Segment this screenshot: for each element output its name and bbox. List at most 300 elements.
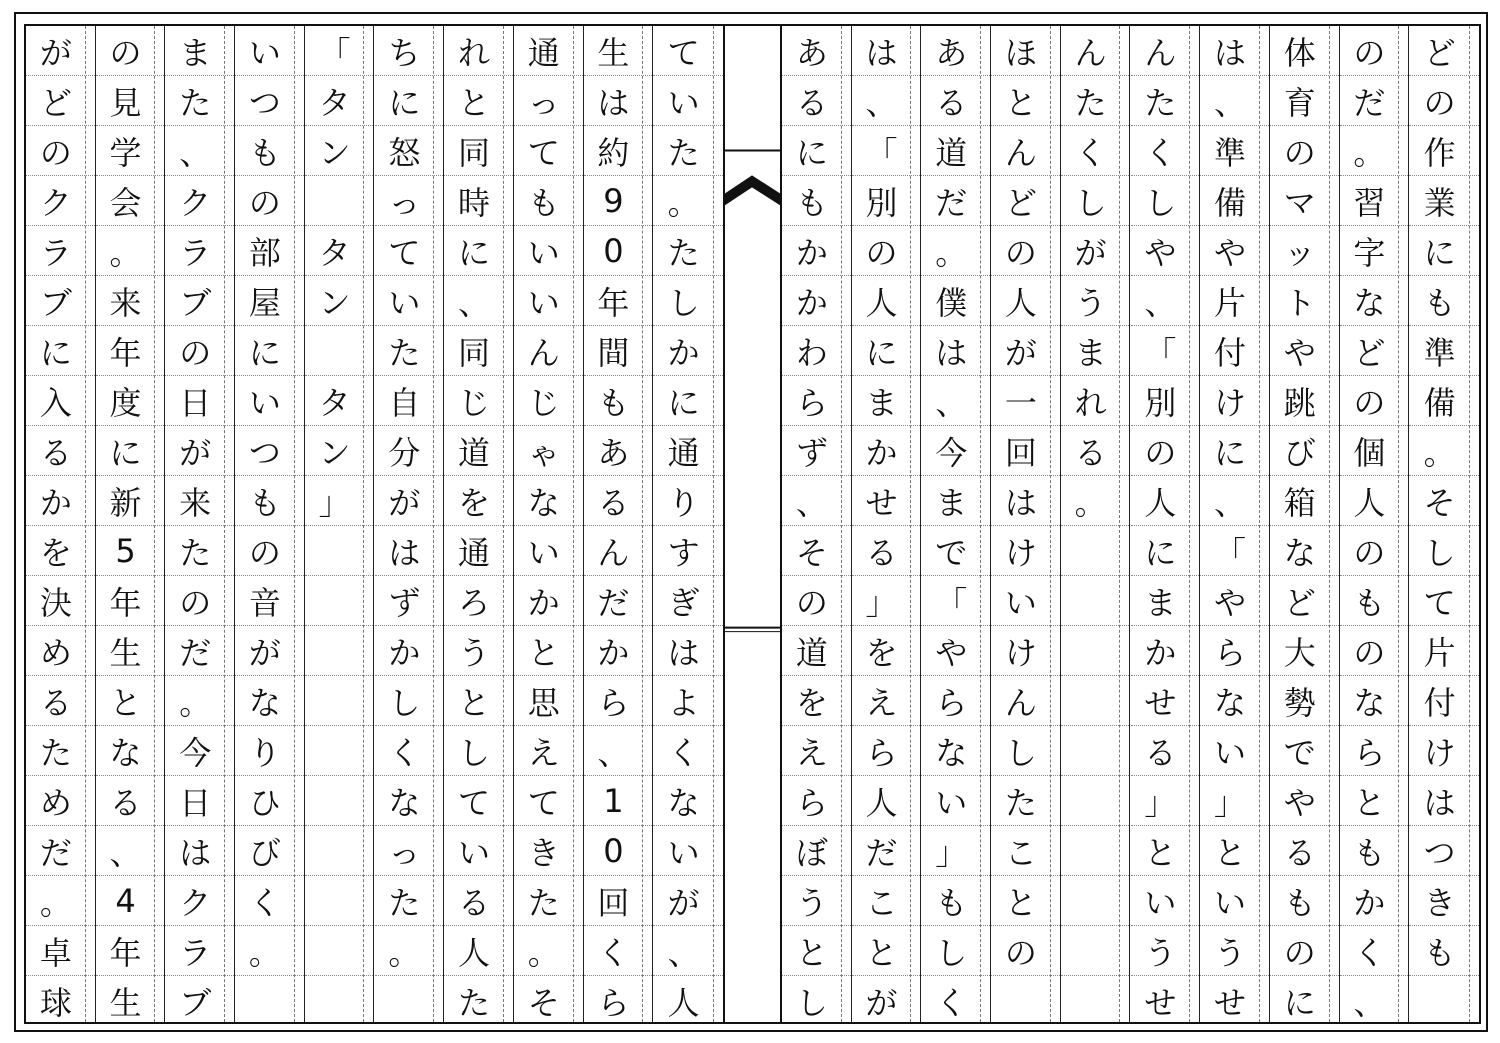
grid-cell [1061, 276, 1130, 326]
grid-cell [375, 426, 444, 476]
grid-cell [26, 426, 95, 476]
grid-cell [305, 526, 374, 576]
grid-cell [653, 126, 723, 176]
manuscript-character: る [795, 83, 828, 122]
grid-cell [26, 476, 95, 526]
manuscript-character: 「 [865, 133, 898, 172]
grid-cell [375, 776, 444, 826]
manuscript-character: 学 [109, 133, 142, 172]
grid-cell [653, 276, 723, 326]
grid-cell [444, 326, 513, 376]
manuscript-character: ろ [458, 583, 491, 622]
grid-cell [1061, 526, 1130, 576]
grid-cell [514, 526, 583, 576]
manuscript-character: 備 [1423, 383, 1456, 422]
grid-cell [1270, 676, 1339, 726]
grid-cell [165, 226, 234, 276]
grid-cell [444, 776, 513, 826]
manuscript-character: 跳 [1283, 383, 1316, 422]
left-page-column [165, 26, 235, 1022]
grid-cell [653, 676, 723, 726]
manuscript-character: っ [527, 83, 560, 122]
grid-cell [26, 76, 95, 126]
grid-cell [1270, 276, 1339, 326]
grid-cell [1340, 26, 1409, 76]
manuscript-character: 今 [935, 433, 968, 472]
manuscript-character: 人 [458, 933, 491, 972]
manuscript-character: の [1353, 33, 1386, 72]
grid-cell [514, 126, 583, 176]
manuscript-character: た [1004, 783, 1037, 822]
grid-cell [1131, 376, 1200, 426]
grid-cell [444, 76, 513, 126]
grid-cell [26, 976, 95, 1024]
grid-cell [1409, 226, 1479, 276]
grid-cell [782, 626, 851, 676]
manuscript-character: と [1004, 883, 1037, 922]
grid-cell [852, 526, 921, 576]
manuscript-character: 分 [388, 433, 421, 472]
grid-cell [375, 876, 444, 926]
manuscript-character: 年 [109, 333, 142, 372]
manuscript-character: の [109, 33, 142, 72]
manuscript-character: や [1214, 583, 1247, 622]
grid-cell [653, 426, 723, 476]
manuscript-character: る [1283, 833, 1316, 872]
manuscript-character: 0 [603, 831, 624, 870]
grid-cell [782, 126, 851, 176]
manuscript-character: に [667, 383, 700, 422]
manuscript-character: つ [1423, 833, 1456, 872]
grid-cell [444, 126, 513, 176]
grid-cell [305, 276, 374, 326]
manuscript-character: 自 [388, 383, 421, 422]
grid-cell [991, 626, 1060, 676]
grid-cell [1409, 476, 1479, 526]
grid-cell [26, 326, 95, 376]
grid-cell [584, 676, 653, 726]
manuscript-character: 。 [248, 933, 281, 972]
grid-cell [782, 526, 851, 576]
manuscript-character: は [1214, 33, 1247, 72]
manuscript-character: だ [179, 633, 212, 672]
manuscript-character: か [1353, 883, 1386, 922]
grid-cell [514, 876, 583, 926]
grid-cell [375, 926, 444, 976]
manuscript-character: 人 [865, 783, 898, 822]
grid-cell [165, 976, 234, 1024]
grid-cell [852, 326, 921, 376]
manuscript-character: そ [1423, 483, 1456, 522]
grid-cell [305, 676, 374, 726]
grid-cell [305, 476, 374, 526]
manuscript-character: 部 [248, 233, 281, 272]
grid-cell [653, 976, 723, 1024]
grid-cell [1340, 476, 1409, 526]
grid-cell [782, 326, 851, 376]
grid-cell [1061, 326, 1130, 376]
manuscript-character: 、 [1214, 483, 1247, 522]
manuscript-character: た [39, 733, 72, 772]
grid-cell [1409, 176, 1479, 226]
grid-cell [235, 626, 304, 676]
grid-cell [514, 76, 583, 126]
manuscript-character: な [935, 733, 968, 772]
grid-cell [1131, 876, 1200, 926]
manuscript-character: い [667, 833, 700, 872]
grid-cell [1340, 376, 1409, 426]
manuscript-character: ト [1283, 283, 1316, 322]
grid-cell [375, 126, 444, 176]
right-page-column [1340, 26, 1410, 1022]
manuscript-character: も [1423, 283, 1456, 322]
manuscript-character: っ [388, 833, 421, 872]
grid-cell [514, 226, 583, 276]
grid-cell [782, 476, 851, 526]
grid-cell [921, 126, 990, 176]
manuscript-character: 入 [39, 383, 72, 422]
grid-cell [444, 226, 513, 276]
manuscript-character: 怒 [388, 133, 421, 172]
manuscript-character: れ [1074, 383, 1107, 422]
grid-cell [782, 826, 851, 876]
manuscript-character: 通 [527, 33, 560, 72]
manuscript-character: や [1144, 233, 1177, 272]
grid-cell [1131, 776, 1200, 826]
manuscript-character: も [527, 183, 560, 222]
grid-cell [165, 626, 234, 676]
manuscript-character: 同 [458, 133, 491, 172]
spine-ornament-icon [725, 26, 780, 1022]
grid-cell [375, 976, 444, 1024]
grid-cell [921, 726, 990, 776]
manuscript-character: 大 [1283, 633, 1316, 672]
manuscript-character: る [1074, 433, 1107, 472]
grid-cell [852, 926, 921, 976]
grid-cell [1270, 226, 1339, 276]
manuscript-character: に [1144, 533, 1177, 572]
grid-cell [1200, 376, 1269, 426]
manuscript-character: め [39, 783, 72, 822]
manuscript-character: ん [1074, 33, 1107, 72]
grid-cell [1131, 126, 1200, 176]
manuscript-character: 、 [935, 383, 968, 422]
grid-cell [1409, 726, 1479, 776]
manuscript-character: ん [1004, 133, 1037, 172]
manuscript-character: と [527, 633, 560, 672]
manuscript-character: 。 [39, 883, 72, 922]
grid-cell [1200, 826, 1269, 876]
manuscript-character: 業 [1423, 183, 1456, 222]
manuscript-sheet [14, 12, 1488, 1032]
grid-cell [1270, 926, 1339, 976]
grid-cell [305, 426, 374, 476]
grid-cell [96, 676, 165, 726]
grid-cell [305, 176, 374, 226]
grid-cell [305, 126, 374, 176]
grid-cell [852, 726, 921, 776]
manuscript-character: 字 [1353, 233, 1386, 272]
manuscript-character: 、 [597, 733, 630, 772]
grid-cell [991, 576, 1060, 626]
grid-cell [584, 826, 653, 876]
grid-cell [1409, 326, 1479, 376]
manuscript-character: だ [865, 833, 898, 872]
manuscript-character: ま [865, 383, 898, 422]
manuscript-character: あ [597, 433, 630, 472]
manuscript-character: 、 [1144, 283, 1177, 322]
manuscript-character: も [1353, 583, 1386, 622]
grid-cell [26, 676, 95, 726]
grid-cell [1270, 776, 1339, 826]
grid-cell [305, 76, 374, 126]
manuscript-character: 同 [458, 333, 491, 372]
grid-cell [1061, 726, 1130, 776]
manuscript-character: 「 [318, 33, 351, 72]
manuscript-character: く [388, 733, 421, 772]
grid-cell [1200, 726, 1269, 776]
manuscript-character: の [1353, 633, 1386, 672]
manuscript-character: 決 [39, 583, 72, 622]
manuscript-character: た [179, 83, 212, 122]
manuscript-character: 作 [1423, 133, 1456, 172]
manuscript-character: せ [865, 483, 898, 522]
grid-cell [1061, 776, 1130, 826]
manuscript-character: マ [1283, 183, 1316, 222]
grid-cell [921, 526, 990, 576]
manuscript-character: 。 [935, 233, 968, 272]
manuscript-character: な [1353, 283, 1386, 322]
grid-cell [921, 826, 990, 876]
manuscript-character: ン [318, 283, 351, 322]
grid-cell [235, 676, 304, 726]
grid-cell [991, 376, 1060, 426]
manuscript-character: る [865, 533, 898, 572]
manuscript-character: を [39, 533, 72, 572]
manuscript-character: ま [179, 33, 212, 72]
grid-cell [852, 76, 921, 126]
grid-cell [1131, 276, 1200, 326]
grid-cell [235, 576, 304, 626]
grid-cell [96, 26, 165, 76]
grid-cell [921, 276, 990, 326]
grid-cell [444, 476, 513, 526]
grid-cell [1131, 526, 1200, 576]
manuscript-character: く [667, 733, 700, 772]
manuscript-character: 生 [109, 633, 142, 672]
manuscript-character: れ [458, 33, 491, 72]
grid-cell [514, 976, 583, 1024]
manuscript-character: ど [1283, 583, 1316, 622]
grid-cell [1340, 426, 1409, 476]
grid-cell [1200, 176, 1269, 226]
manuscript-character: 4 [115, 881, 136, 920]
manuscript-character: か [597, 633, 630, 672]
manuscript-character: じ [527, 383, 560, 422]
manuscript-character: タ [318, 83, 351, 122]
manuscript-character: に [39, 333, 72, 372]
manuscript-character: し [1144, 183, 1177, 222]
manuscript-character: ゃ [527, 433, 560, 472]
manuscript-character: に [248, 333, 281, 372]
manuscript-character: し [1074, 183, 1107, 222]
grid-cell [26, 276, 95, 326]
manuscript-character: 思 [527, 683, 560, 722]
grid-cell [782, 26, 851, 76]
grid-cell [991, 776, 1060, 826]
grid-cell [584, 626, 653, 676]
manuscript-character: ほ [1004, 33, 1037, 72]
grid-cell [96, 176, 165, 226]
manuscript-character: 付 [1214, 333, 1247, 372]
grid-cell [1340, 726, 1409, 776]
grid-cell [444, 426, 513, 476]
grid-cell [1270, 176, 1339, 226]
manuscript-character: 道 [458, 433, 491, 472]
manuscript-character: の [1283, 933, 1316, 972]
manuscript-character: い [527, 283, 560, 322]
manuscript-character: 5 [115, 531, 136, 570]
manuscript-character: 会 [109, 183, 142, 222]
grid-cell [96, 76, 165, 126]
grid-cell [96, 626, 165, 676]
manuscript-character: の [179, 333, 212, 372]
manuscript-character: を [458, 483, 491, 522]
grid-cell [653, 626, 723, 676]
grid-cell [1131, 426, 1200, 476]
manuscript-character: ッ [1283, 233, 1316, 272]
manuscript-character: と [865, 933, 898, 972]
grid-cell [514, 426, 583, 476]
manuscript-character: が [388, 483, 421, 522]
manuscript-character: つ [248, 433, 281, 472]
grid-cell [96, 426, 165, 476]
grid-cell [1409, 426, 1479, 476]
grid-cell [1270, 576, 1339, 626]
manuscript-character: な [1353, 683, 1386, 722]
grid-cell [1270, 526, 1339, 576]
grid-cell [444, 876, 513, 926]
manuscript-character: の [865, 233, 898, 272]
manuscript-character: い [1214, 733, 1247, 772]
manuscript-character: 」 [865, 583, 898, 622]
grid-cell [514, 476, 583, 526]
manuscript-character: せ [1214, 983, 1247, 1022]
grid-cell [96, 776, 165, 826]
grid-cell [1200, 26, 1269, 76]
grid-cell [653, 726, 723, 776]
manuscript-character: 箱 [1283, 483, 1316, 522]
grid-cell [921, 876, 990, 926]
manuscript-character: う [795, 883, 828, 922]
manuscript-character: ク [39, 183, 72, 222]
manuscript-character: 道 [935, 133, 968, 172]
manuscript-character: 一 [1004, 383, 1037, 422]
manuscript-character: い [248, 383, 281, 422]
grid-cell [26, 726, 95, 776]
grid-cell [653, 476, 723, 526]
book-spine [725, 24, 780, 1024]
manuscript-character: い [527, 533, 560, 572]
manuscript-character: と [458, 683, 491, 722]
grid-cell [921, 76, 990, 126]
grid-cell [165, 876, 234, 926]
grid-cell [584, 76, 653, 126]
grid-cell [235, 876, 304, 926]
manuscript-character: 体 [1283, 33, 1316, 72]
manuscript-character: タ [318, 383, 351, 422]
grid-cell [1061, 676, 1130, 726]
manuscript-character: 今 [179, 733, 212, 772]
manuscript-character: 」 [1144, 783, 1177, 822]
manuscript-character: の [248, 183, 281, 222]
manuscript-character: し [458, 733, 491, 772]
manuscript-character: 、 [795, 483, 828, 522]
manuscript-character: 9 [603, 181, 624, 220]
manuscript-character: 通 [667, 433, 700, 472]
manuscript-character: ひ [248, 783, 281, 822]
left-page-column [584, 26, 654, 1022]
grid-cell [375, 176, 444, 226]
grid-cell [375, 276, 444, 326]
grid-cell [1409, 576, 1479, 626]
grid-cell [991, 876, 1060, 926]
grid-cell [1061, 376, 1130, 426]
grid-cell [305, 326, 374, 376]
manuscript-character: タ [318, 233, 351, 272]
grid-cell [653, 326, 723, 376]
grid-cell [444, 376, 513, 426]
grid-cell [852, 876, 921, 926]
grid-cell [991, 276, 1060, 326]
grid-cell [852, 276, 921, 326]
grid-cell [1270, 826, 1339, 876]
grid-cell [26, 926, 95, 976]
manuscript-character: 日 [179, 783, 212, 822]
manuscript-character: ぼ [795, 833, 828, 872]
manuscript-character: て [527, 783, 560, 822]
manuscript-character: ら [1353, 733, 1386, 772]
manuscript-character: ラ [179, 233, 212, 272]
grid-cell [96, 476, 165, 526]
grid-cell [375, 676, 444, 726]
grid-cell [921, 476, 990, 526]
manuscript-character: ン [318, 133, 351, 172]
grid-cell [305, 576, 374, 626]
manuscript-character: 別 [865, 183, 898, 222]
manuscript-character: 。 [388, 933, 421, 972]
manuscript-character: こ [1004, 833, 1037, 872]
grid-cell [1200, 576, 1269, 626]
left-page-column [96, 26, 166, 1022]
grid-cell [852, 476, 921, 526]
grid-cell [375, 476, 444, 526]
manuscript-character: 、 [1214, 83, 1247, 122]
grid-cell [1409, 526, 1479, 576]
grid-cell [782, 426, 851, 476]
grid-cell [96, 126, 165, 176]
manuscript-character: 人 [1004, 283, 1037, 322]
manuscript-character: の [179, 583, 212, 622]
grid-cell [1270, 326, 1339, 376]
grid-cell [165, 526, 234, 576]
manuscript-character: く [1144, 133, 1177, 172]
grid-cell [921, 676, 990, 726]
grid-cell [1409, 826, 1479, 876]
grid-cell [375, 626, 444, 676]
manuscript-character: 、 [667, 933, 700, 972]
grid-cell [305, 826, 374, 876]
